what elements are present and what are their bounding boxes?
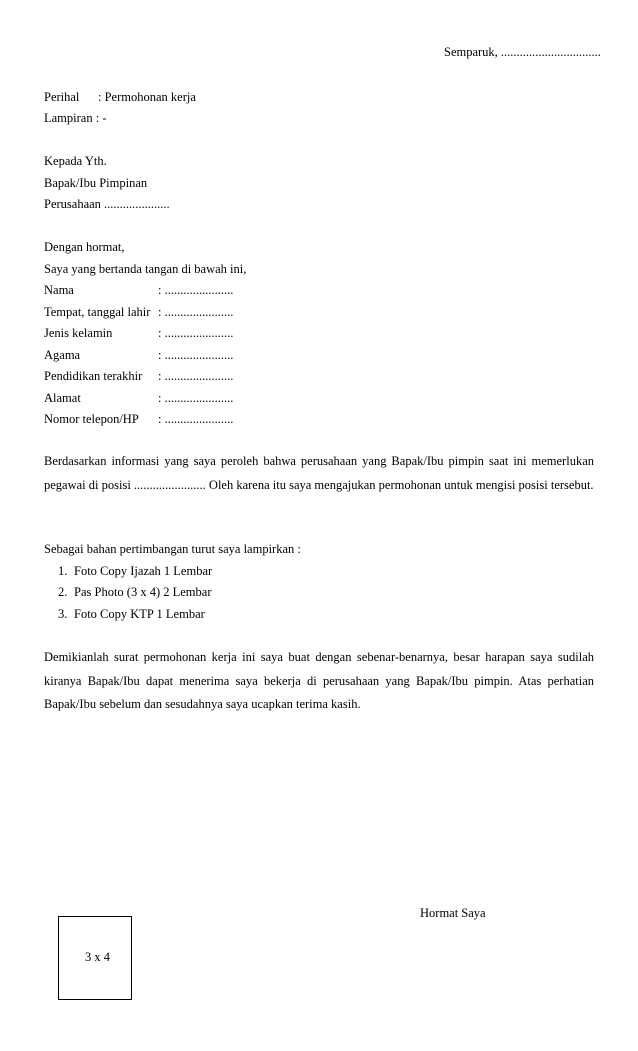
body-paragraph-1: Berdasarkan informasi yang saya peroleh bahwa perusahaan yang Bapak/Ibu pimpin saat ini memerlukan pegawai di posisi ....................... Oleh karena itu saya mengajukan permohonan untuk mengisi posisi tersebut. bbox=[44, 454, 594, 492]
identity-row-telepon bbox=[44, 413, 233, 426]
identity-value: : ...................... bbox=[158, 391, 234, 405]
attachments-list bbox=[58, 565, 212, 629]
identity-value: : ...................... bbox=[158, 369, 234, 383]
closing-paragraph: Demikianlah surat permohonan kerja ini saya buat dengan sebenar-benarnya, besar harapan saya sudilah kiranya Bapak/Ibu dapat menerima saya bekerja di perusahaan yang Bapak/Ibu pimpin. Atas perhatian Bapak/Ibu sebelum dan sesudahnya saya ucapkan terima kasih. bbox=[44, 650, 594, 711]
identity-label: Alamat bbox=[44, 391, 81, 405]
recipient-line-2: Bapak/Ibu Pimpinan bbox=[44, 176, 148, 190]
list-item-text: Foto Copy Ijazah 1 Lembar bbox=[74, 564, 213, 578]
identity-value: : ...................... bbox=[158, 326, 234, 340]
list-item bbox=[58, 608, 212, 629]
lampiran-row bbox=[44, 112, 106, 125]
identity-row-agama bbox=[44, 349, 233, 362]
list-item-number: 1. bbox=[58, 564, 68, 578]
perihal-label: Perihal bbox=[44, 90, 80, 104]
list-item-text: Foto Copy KTP 1 Lembar bbox=[74, 606, 205, 621]
identity-value: : ...................... bbox=[158, 348, 234, 362]
greeting: Dengan hormat, bbox=[44, 240, 125, 254]
photo-size-label: 3 x 4 bbox=[85, 950, 110, 964]
identity-label: Agama bbox=[44, 348, 81, 362]
closing-salutation: Hormat Saya bbox=[420, 906, 486, 920]
list-item-number: 2. bbox=[58, 585, 68, 600]
identity-row-jenis-kelamin bbox=[44, 327, 233, 340]
identity-value: : ...................... bbox=[158, 283, 234, 297]
identity-row-nama bbox=[44, 284, 233, 297]
identity-row-pendidikan bbox=[44, 370, 233, 383]
identity-value: : ...................... bbox=[158, 412, 234, 426]
lampiran-value: : - bbox=[95, 111, 107, 125]
identity-row-alamat bbox=[44, 392, 233, 405]
list-item bbox=[58, 565, 212, 586]
identity-label: Jenis kelamin bbox=[44, 326, 113, 340]
lampiran-label: Lampiran bbox=[44, 111, 93, 125]
place-date: Semparuk, ................................ bbox=[444, 45, 601, 59]
perihal-value: : Permohonan kerja bbox=[98, 90, 196, 104]
identity-row-ttl bbox=[44, 306, 233, 319]
identity-label: Nomor telepon/HP bbox=[44, 412, 139, 426]
recipient-line-3: Perusahaan ..................... bbox=[44, 197, 170, 211]
recipient-line-1: Kepada Yth. bbox=[44, 154, 107, 168]
photo-placeholder-box bbox=[58, 916, 132, 1000]
list-item-number: 3. bbox=[58, 606, 68, 621]
identity-label: Pendidikan terakhir bbox=[44, 369, 143, 383]
list-item-text: Pas Photo (3 x 4) 2 Lembar bbox=[74, 585, 212, 600]
list-item bbox=[58, 586, 212, 607]
attachments-intro: Sebagai bahan pertimbangan turut saya lampirkan : bbox=[44, 542, 301, 556]
identity-label: Tempat, tanggal lahir bbox=[44, 305, 151, 319]
perihal-row bbox=[44, 91, 196, 104]
intro-line: Saya yang bertanda tangan di bawah ini, bbox=[44, 262, 247, 276]
identity-label: Nama bbox=[44, 283, 74, 297]
identity-value: : ...................... bbox=[158, 305, 234, 319]
